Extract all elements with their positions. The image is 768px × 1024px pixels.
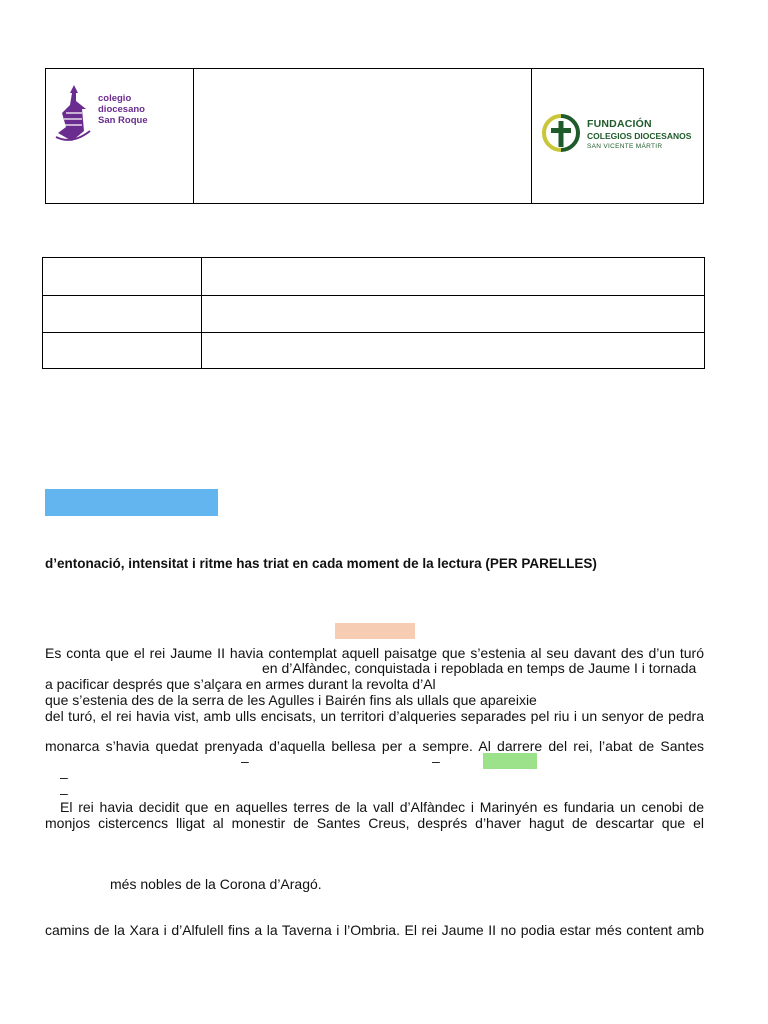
info-row-2 (43, 295, 704, 333)
church-logo-icon (52, 83, 96, 143)
text-line-2: en d’Alfàndec, conquistada i repoblada en temps de Jaume I i tornada (262, 660, 697, 676)
inline-highlight (483, 753, 537, 769)
dialogue-dash: – (432, 753, 440, 769)
dialogue-dash: – (60, 785, 68, 801)
header-cell-left (46, 69, 194, 203)
foundation-logo-title: FUNDACIÓN (587, 118, 652, 130)
header-cell-middle (193, 69, 532, 203)
text-title-highlight (335, 623, 415, 639)
foundation-logo-subtitle: COLEGIOS DIOCESANOS (587, 131, 692, 141)
info-row-3 (43, 332, 704, 369)
school-logo-text: colegio diocesano San Roque (98, 93, 148, 126)
school-logo (52, 83, 187, 143)
text-line-4: que s’estenia des de la serra de les Agulles i Bairén fins als ullals que apareixie (45, 692, 537, 708)
dialogue-dash: – (241, 753, 249, 769)
text-line-5: del turó, el rei havia vist, amb ulls encisats, un territori d’alqueries separades pel riu i un senyor de pedra (45, 708, 704, 724)
student-info-table (42, 257, 705, 369)
text-line-7: El rei havia decidit que en aquelles terres de la vall d’Alfàndec i Marinyén es fundaria un cenobi de (60, 799, 704, 815)
text-line-10: camins de la Xara i d’Alfulell fins a la Taverna i l’Ombria. El rei Jaume II no podia estar més content amb (45, 922, 704, 938)
info-row-1 (43, 258, 704, 296)
info-label-cell (43, 332, 202, 369)
text-line-3: a pacificar després que s’alçara en armes durant la revolta d’Al (45, 676, 436, 692)
dialogue-dash: – (60, 769, 68, 785)
foundation-logo (541, 113, 701, 159)
text-line-6: monarca s’havia quedat prenyada d’aquella bellesa per a sempre. Al darrere del rei, l’abat de Santes (45, 738, 704, 754)
header-table (45, 68, 704, 204)
info-label-cell (43, 295, 202, 332)
foundation-logo-tagline: SAN VICENTE MÁRTIR (587, 143, 663, 150)
foundation-cross-icon (541, 113, 581, 153)
text-line-9: més nobles de la Corona d’Aragó. (110, 876, 322, 892)
info-label-cell (43, 258, 202, 295)
header-cell-right (531, 69, 704, 203)
exercise-instructions: d’entonació, intensitat i ritme has triat en cada moment de la lectura (PER PARELLES) (45, 556, 597, 571)
section-title-highlight (45, 489, 218, 516)
text-line-8: monjos cistercencs lligat al monestir de Santes Creus, després d’haver hagut de descartar que el (45, 815, 704, 831)
text-line-1: Es conta que el rei Jaume II havia contemplat aquell paisatge que s’estenia al seu davant des d’un turó (45, 645, 704, 661)
